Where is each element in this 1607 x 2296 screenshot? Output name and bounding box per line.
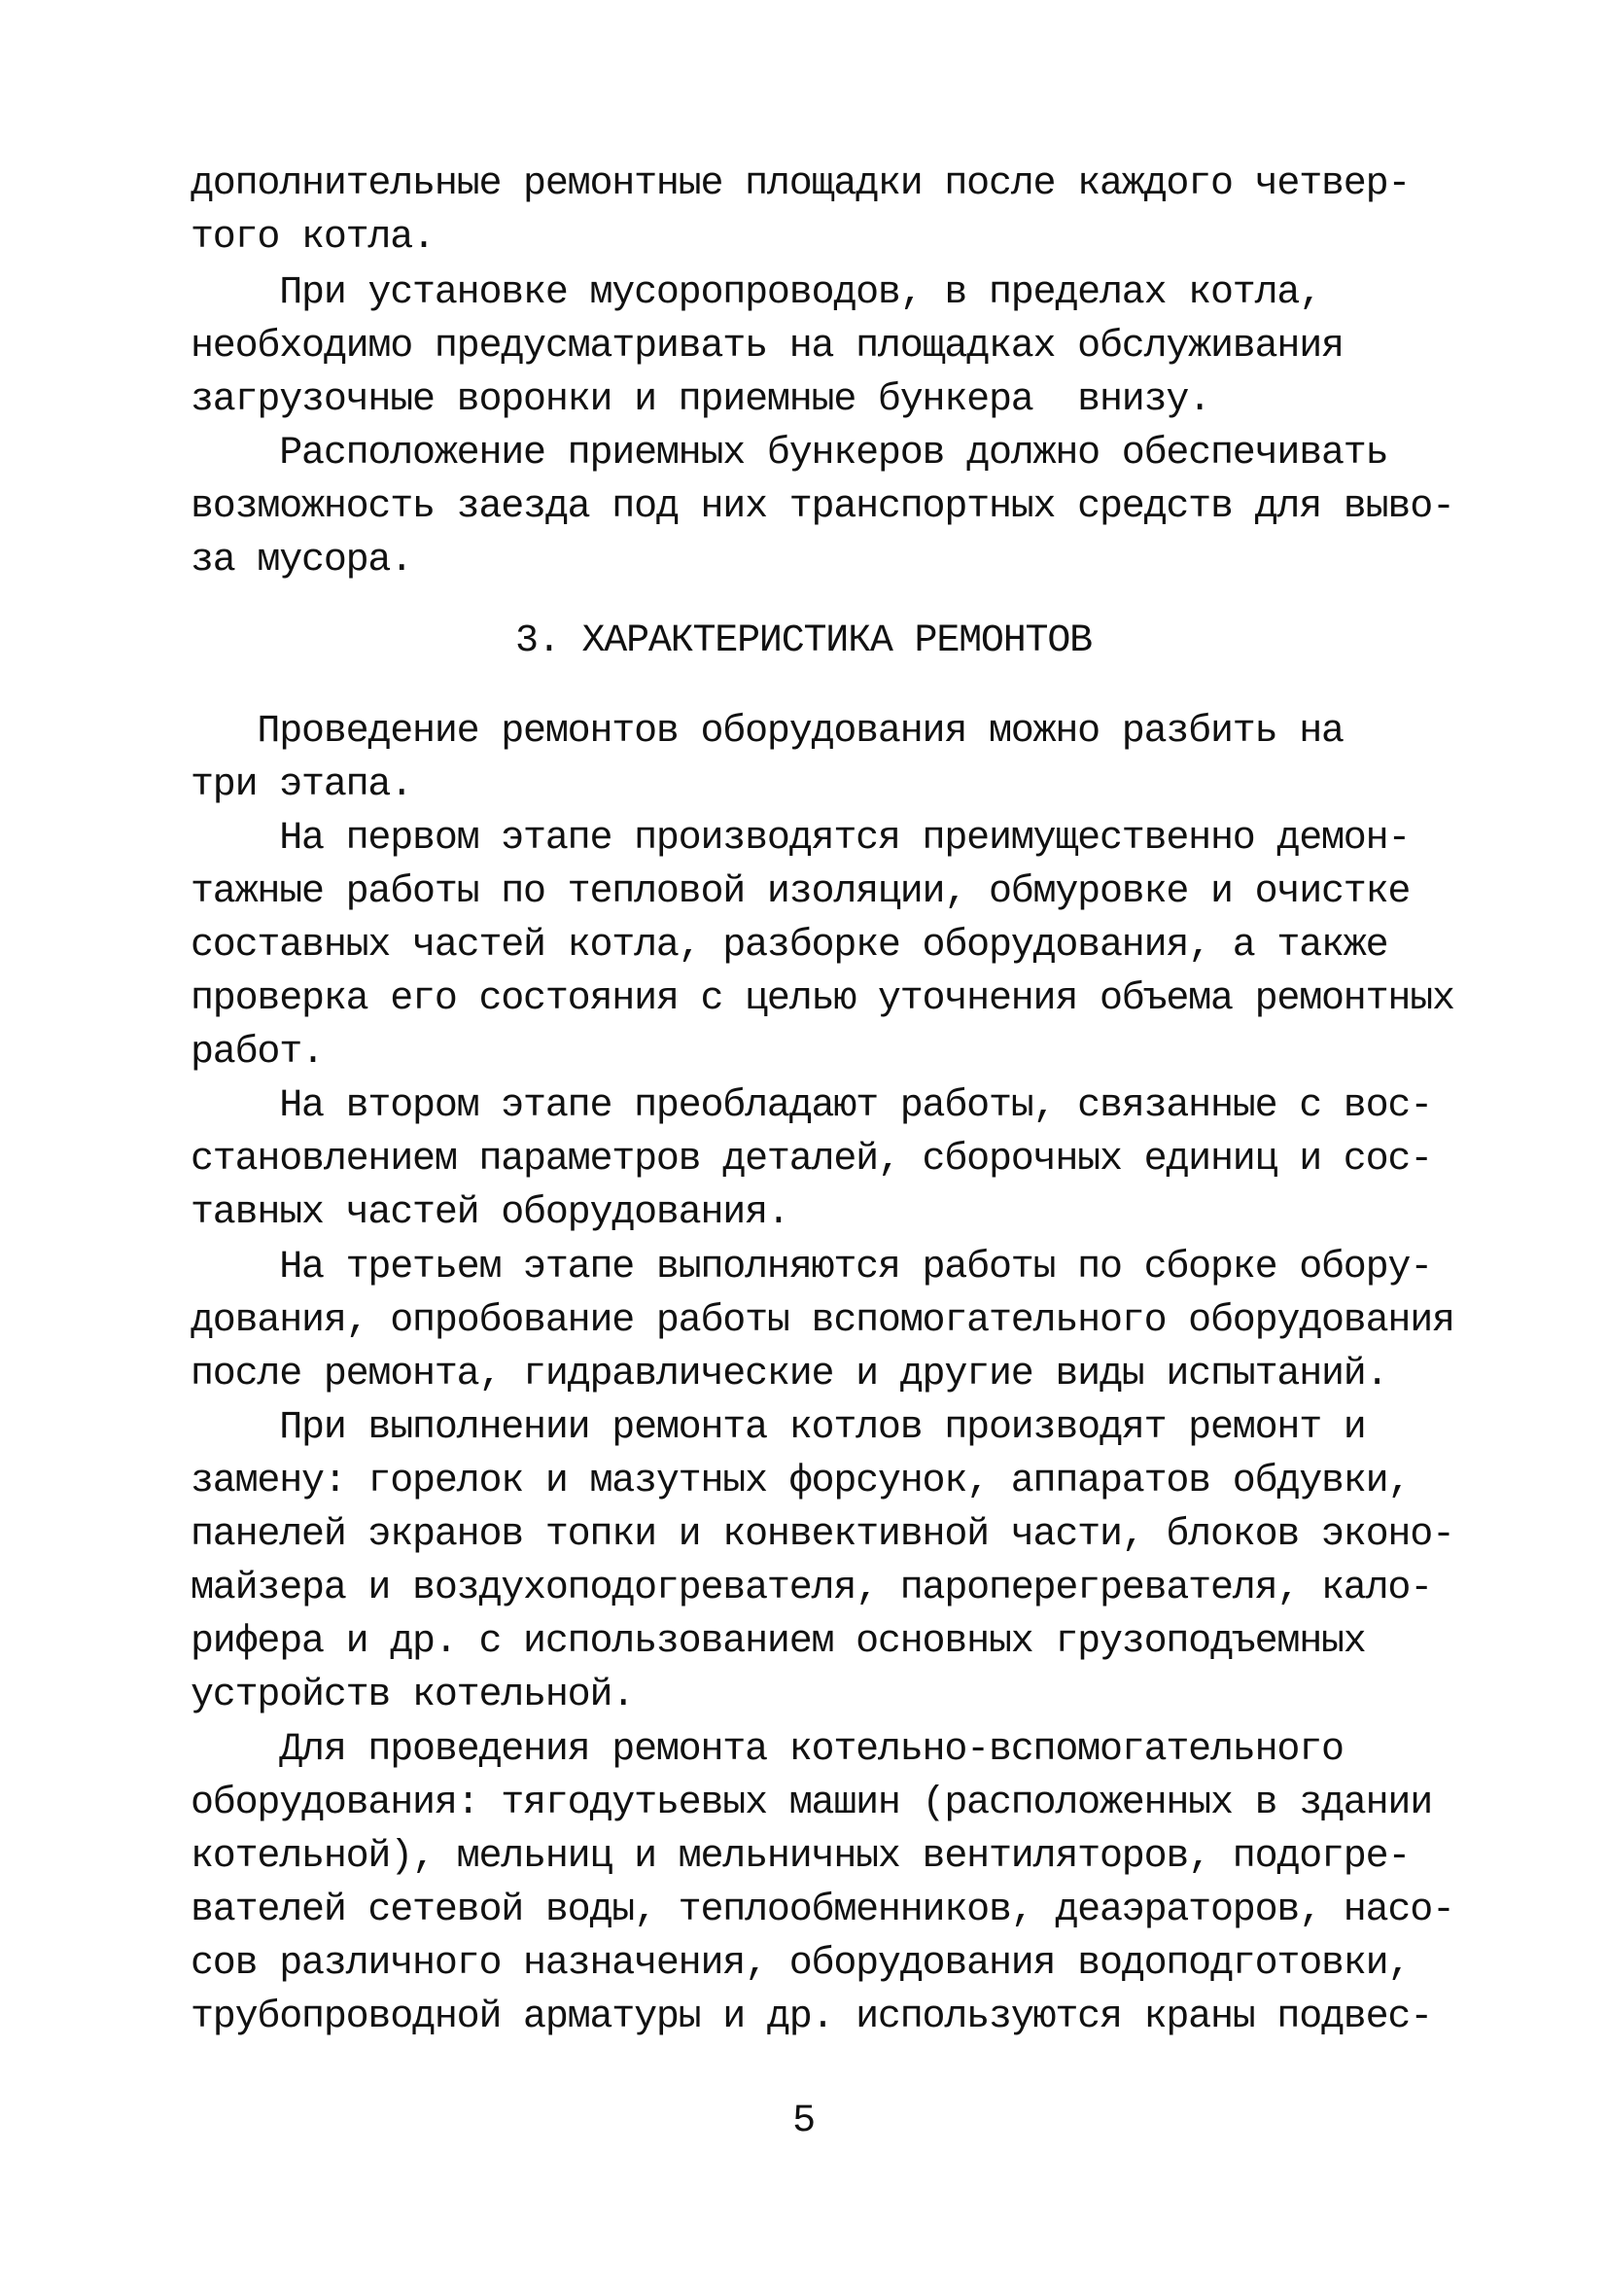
text-line: оборудования: тягодутьевых машин (расположенных в здании	[191, 1782, 1433, 1825]
text-line: тажные работы по тепловой изоляции, обмуровке и очистке	[191, 870, 1411, 914]
text-line: составных частей котла, разборке оборудования, а также	[191, 924, 1388, 968]
text-line: того котла.	[191, 216, 435, 260]
page-number: 5	[792, 2100, 815, 2143]
text-line: На третьем этапе выполняются работы по сборке обору-	[191, 1246, 1433, 1289]
text-line: дования, опробование работы вспомогательного оборудования	[191, 1299, 1454, 1343]
text-line: за мусора.	[191, 539, 413, 583]
section-heading: 3. ХАРАКТЕРИСТИКА РЕМОНТОВ	[515, 619, 1092, 663]
text-line: На первом этапе производятся преимущественно демон-	[191, 817, 1411, 861]
text-line: майзера и воздухоподогревателя, пароперегревателя, кало-	[191, 1567, 1433, 1610]
text-line: работ.	[191, 1031, 324, 1075]
text-line: панелей экранов топки и конвективной части, блоков эконо-	[191, 1513, 1454, 1557]
text-line: дополнительные ремонтные площадки после каждого четвер-	[191, 162, 1411, 206]
text-line: На втором этапе преобладают работы, связанные с вос-	[191, 1084, 1433, 1128]
text-line: три этапа.	[191, 763, 413, 807]
text-line: устройств котельной.	[191, 1674, 635, 1717]
text-line: после ремонта, гидравлические и другие виды испытаний.	[191, 1353, 1388, 1396]
text-line: сов различного назначения, оборудования водоподготовки,	[191, 1942, 1411, 1986]
text-line: При установке мусоропроводов, в пределах котла,	[191, 271, 1321, 315]
text-line: При выполнении ремонта котлов производят ремонт и	[191, 1406, 1366, 1450]
text-line: рифера и др. с использованием основных грузоподъемных	[191, 1620, 1366, 1664]
text-line: вателей сетевой воды, теплообменников, деаэраторов, насо-	[191, 1889, 1454, 1932]
text-line: возможность заезда под них транспортных средств для выво-	[191, 485, 1454, 529]
text-line: трубопроводной арматуры и др. используются краны подвес-	[191, 1996, 1433, 2039]
text-line: необходимо предусматривать на площадках обслуживания	[191, 325, 1344, 369]
text-line: котельной), мельниц и мельничных вентиляторов, подогре-	[191, 1835, 1411, 1879]
text-line: Расположение приемных бункеров должно обеспечивать	[191, 432, 1388, 476]
text-line: замену: горелок и мазутных форсунок, аппаратов обдувки,	[191, 1460, 1411, 1503]
text-line: тавных частей оборудования.	[191, 1191, 789, 1235]
text-line: Для проведения ремонта котельно-вспомогательного	[191, 1728, 1344, 1772]
text-line: Проведение ремонтов оборудования можно разбить на	[191, 710, 1344, 754]
text-line: загрузочные воронки и приемные бункера внизу.	[191, 378, 1210, 422]
text-line: становлением параметров деталей, сборочных единиц и сос-	[191, 1138, 1433, 1182]
text-line: проверка его состояния с целью уточнения объема ремонтных	[191, 977, 1454, 1021]
